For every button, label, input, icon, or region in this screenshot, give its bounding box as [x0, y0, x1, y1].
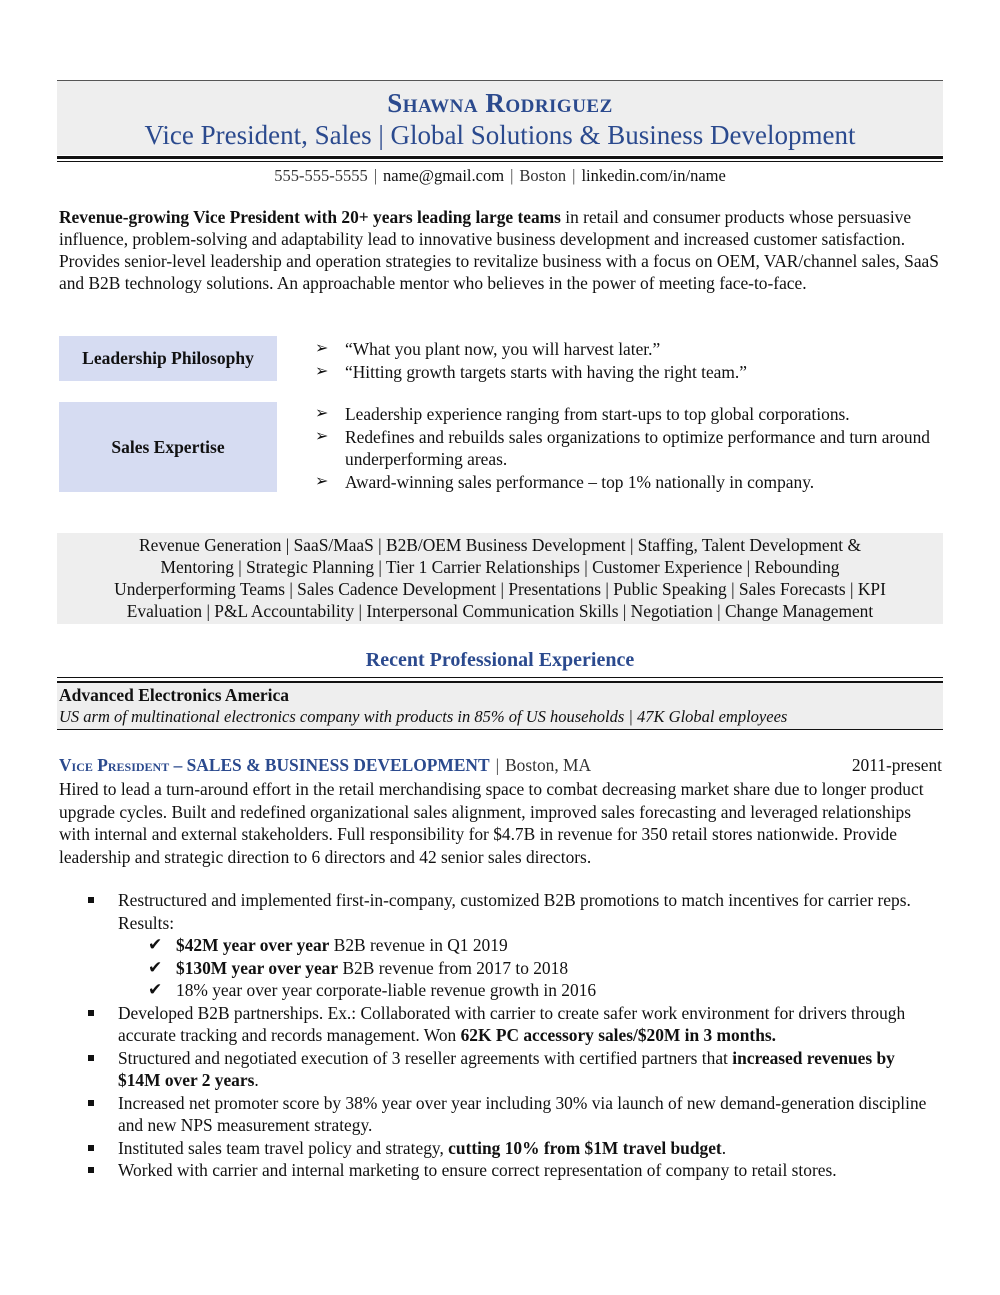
arrow-bullet-icon: ➢ [315, 427, 329, 445]
skills-line: Mentoring | Strategic Planning | Tier 1 Carrier Relationships | Customer Experience | Rebounding [160, 557, 840, 577]
achievement-item [88, 1047, 938, 1092]
core-competencies [57, 533, 943, 624]
square-bullet-icon [88, 1010, 94, 1016]
header-rule-thin [57, 161, 943, 162]
arrow-bullet-icon: ➢ [315, 362, 329, 380]
result-text: 18% year over year corporate-liable revenue growth in 2016 [176, 980, 597, 1000]
sales-expertise-list [315, 403, 935, 493]
role-dates: 2011-present [851, 755, 942, 775]
achievement-bold: cutting 10% from $1M travel budget [448, 1137, 722, 1158]
check-icon: ✔ [148, 980, 163, 999]
role-title: Vice President – SALES & BUSINESS DEVELOPMENT [59, 755, 490, 775]
achievement-text: Instituted sales team travel policy and strategy, [118, 1137, 449, 1158]
list-item [315, 471, 935, 494]
skills-line: Underperforming Teams | Sales Cadence Development | Presentations | Public Speaking | Sales Forecasts | KPI [114, 579, 886, 599]
square-bullet-icon [88, 1055, 94, 1061]
arrow-bullet-icon: ➢ [315, 405, 329, 422]
header-band [57, 81, 943, 155]
contact-line [57, 166, 943, 186]
contact-separator: | [510, 166, 514, 185]
achievement-text-end: . [721, 1137, 727, 1158]
contact-separator: | [373, 166, 378, 185]
header-rule-thick [57, 156, 943, 159]
list-item [315, 426, 935, 471]
candidate-name: Shawna Rodriguez [387, 88, 613, 118]
result-bold: $42M year over year [176, 935, 330, 955]
list-item-text: “Hitting growth targets starts with having the right team.” [345, 361, 747, 382]
role-separator: | [495, 755, 500, 775]
list-item-text: Redefines and rebuilds sales organizations to optimize performance and turn around underperforming areas. [345, 426, 930, 469]
achievement-item [88, 1092, 938, 1137]
contact-phone: 555-555-5555 [274, 166, 368, 185]
check-icon: ✔ [148, 935, 163, 954]
achievement-text: Worked with carrier and internal marketing to ensure correct representation of company to retail stores. [118, 1160, 837, 1180]
skills-line: Evaluation | P&L Accountability | Interpersonal Communication Skills | Negotiation | Change Management [126, 601, 874, 621]
list-item [315, 403, 935, 426]
list-item-text: “What you plant now, you will harvest later.” [345, 339, 661, 359]
result-text: B2B revenue in Q1 2019 [329, 935, 508, 955]
company-bottom-rule [57, 729, 943, 730]
check-icon: ✔ [148, 957, 163, 977]
list-item-text: Leadership experience ranging from start-ups to top global corporations. [345, 404, 850, 424]
result-item [148, 934, 938, 957]
section-title-experience: Recent Professional Experience [365, 649, 635, 671]
contact-separator: | [572, 166, 576, 185]
achievement-text: Increased net promoter score by 38% year over year including 30% via launch of new demand-generation discipline and new NPS measurement strategy. [118, 1092, 927, 1135]
section-rule-thin [57, 677, 943, 678]
contact-linkedin[interactable]: linkedin.com/in/name [581, 166, 726, 185]
achievement-item [88, 1137, 938, 1160]
achievement-text: Restructured and implemented first-in-company, customized B2B promotions to match incentives for carrier reps. Results: [118, 890, 911, 933]
result-text: B2B revenue from 2017 to 2018 [338, 957, 569, 978]
role-line [59, 754, 942, 776]
achievement-text: Developed B2B partnerships. Ex.: Collaborated with carrier to create safer work environment for drivers through accurate tracking and records management. Won [118, 1002, 906, 1045]
achievement-bold: 62K PC accessory sales/$20M in 3 months. [460, 1025, 776, 1045]
square-bullet-icon [88, 1167, 94, 1173]
sales-expertise-label-text: Sales Expertise [111, 436, 225, 457]
list-item [315, 338, 935, 361]
skills-line: Revenue Generation | SaaS/MaaS | B2B/OEM Business Development | Staffing, Talent Development & [139, 535, 861, 555]
company-name: Advanced Electronics America [59, 685, 290, 705]
list-item-text: Award-winning sales performance – top 1% nationally in company. [345, 471, 815, 492]
summary-lead: Revenue-growing Vice President with 20+ years leading large teams [59, 207, 561, 227]
achievement-bold: increased revenues by $14M over 2 years [118, 1047, 895, 1090]
summary-body: in retail and consumer products whose persuasive influence, problem-solving and adaptability lead to innovative business development and increased customer satisfaction. Provides senior-level leadership and operation strategies to revitalize business with a focus on OEM, VAR/channel sales, SaaS and B2B technology solutions. An approachable mentor who believes in the power of meeting face-to-face. [59, 207, 939, 293]
sales-expertise-label [59, 402, 277, 492]
achievement-item [88, 889, 938, 1002]
achievements-list [88, 889, 938, 1182]
achievement-text-end: . [254, 1070, 259, 1090]
achievement-item [88, 1159, 938, 1182]
professional-summary [59, 206, 944, 294]
leadership-philosophy-list [315, 338, 935, 383]
contact-email[interactable]: name@gmail.com [383, 166, 505, 185]
arrow-bullet-icon: ➢ [315, 472, 329, 490]
square-bullet-icon [88, 897, 94, 903]
company-description: US arm of multinational electronics company with products in 85% of US households | 47K Global employees [59, 707, 788, 726]
achievement-text: Structured and negotiated execution of 3 reseller agreements with certified partners that [118, 1047, 733, 1068]
achievement-item [88, 1002, 938, 1047]
result-item [148, 957, 938, 980]
result-bold: $130M year over year [176, 957, 339, 978]
leadership-philosophy-label [59, 336, 277, 381]
role-description: Hired to lead a turn-around effort in the retail merchandising space to combat decreasing market share due to longer product upgrade cycles. Built and redefined organizational sales alignment, improved sales forecasting and leveraged relationships with internal and external stakeholders. Full responsibility for $4.7B in revenue for 350 retail stores nationwide. Provide leadership and strategic direction to 6 directors and 42 senior sales directors. [59, 779, 924, 867]
results-list [118, 934, 938, 1002]
square-bullet-icon [88, 1145, 94, 1151]
square-bullet-icon [88, 1100, 94, 1106]
company-band [57, 683, 943, 729]
arrow-bullet-icon: ➢ [315, 340, 329, 357]
result-item [148, 979, 938, 1002]
contact-city: Boston [519, 166, 567, 185]
list-item [315, 361, 935, 384]
role-location: Boston, MA [505, 755, 592, 775]
leadership-philosophy-label-text: Leadership Philosophy [82, 348, 254, 368]
candidate-headline: Vice President, Sales | Global Solutions & Business Development [144, 120, 856, 150]
